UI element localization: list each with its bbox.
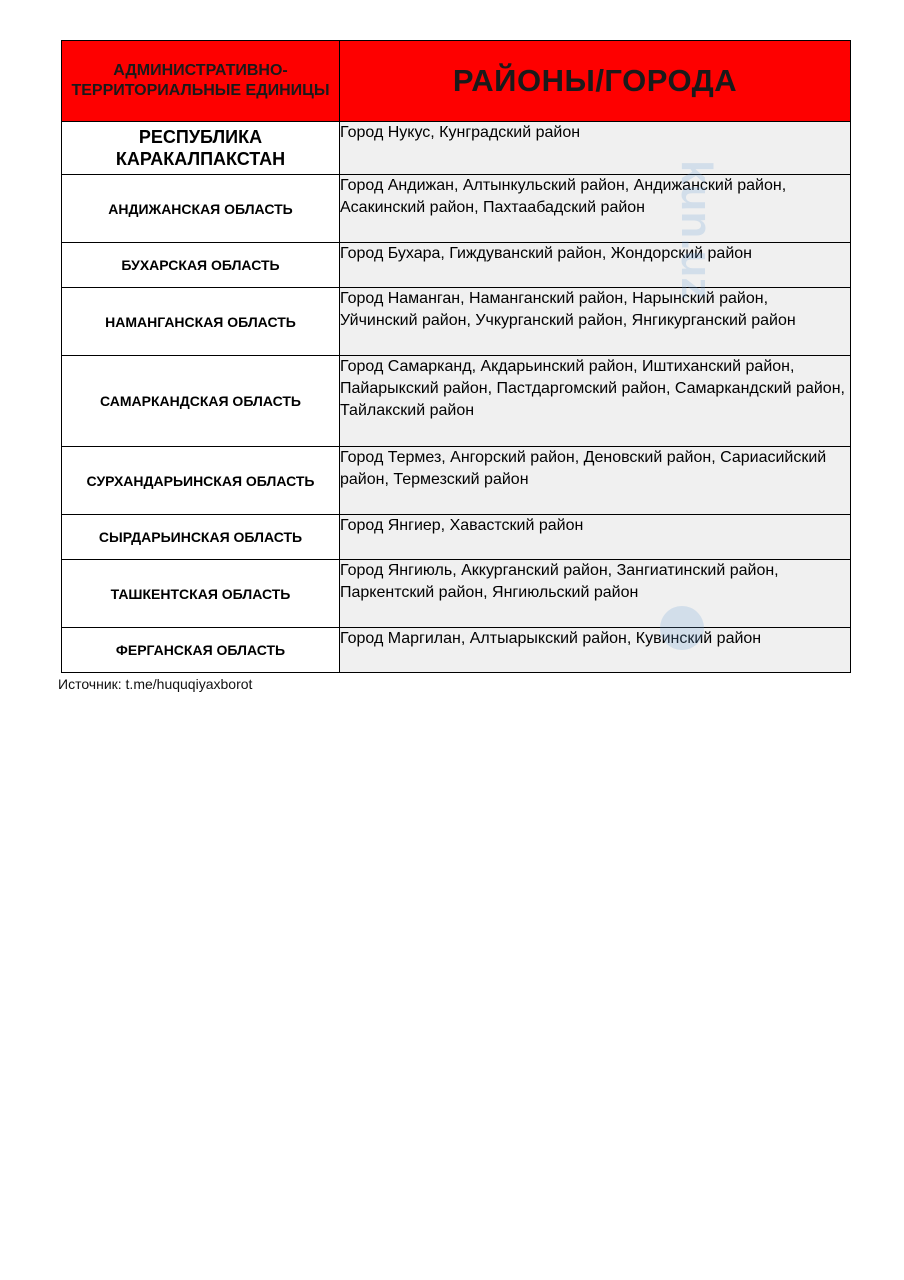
districts-cell: Город Бухара, Гиждуванский район, Жондорский район (340, 243, 851, 288)
region-cell: НАМАНГАНСКАЯ ОБЛАСТЬ (62, 288, 340, 356)
table-row (62, 288, 851, 356)
districts-table (61, 40, 851, 673)
source-caption: Источник: t.me/huquqiyaxborot (58, 676, 253, 692)
table-row (62, 560, 851, 628)
region-cell: ФЕРГАНСКАЯ ОБЛАСТЬ (62, 628, 340, 673)
watermark-text: kun.uz (672, 160, 721, 300)
table-row (62, 628, 851, 673)
table-header-row (62, 41, 851, 122)
districts-cell: Город Термез, Ангорский район, Деновский район, Сариасийский район, Термезский район (340, 447, 851, 515)
table-row (62, 175, 851, 243)
districts-cell: Город Андижан, Алтынкульский район, Андижанский район, Асакинский район, Пахтаабадский район (340, 175, 851, 243)
region-cell: СУРХАНДАРЬИНСКАЯ ОБЛАСТЬ (62, 447, 340, 515)
districts-cell: Город Наманган, Наманганский район, Нарынский район, Уйчинский район, Учкурганский район, Янгикурганский район (340, 288, 851, 356)
districts-cell: Город Маргилан, Алтыарыкский район, Кувинский район (340, 628, 851, 673)
header-right: РАЙОНЫ/ГОРОДА (340, 41, 851, 122)
table-row (62, 515, 851, 560)
header-left: АДМИНИСТРАТИВНО-ТЕРРИТОРИАЛЬНЫЕ ЕДИНИЦЫ (62, 41, 340, 122)
table-row (62, 356, 851, 447)
districts-cell: Город Янгиер, Хавастский район (340, 515, 851, 560)
table-row (62, 447, 851, 515)
districts-cell: Город Янгиюль, Аккурганский район, Зангиатинский район, Паркентский район, Янгиюльский район (340, 560, 851, 628)
region-cell: ТАШКЕНТСКАЯ ОБЛАСТЬ (62, 560, 340, 628)
region-cell: СЫРДАРЬИНСКАЯ ОБЛАСТЬ (62, 515, 340, 560)
table-row (62, 122, 851, 175)
region-cell: АНДИЖАНСКАЯ ОБЛАСТЬ (62, 175, 340, 243)
districts-cell: Город Самарканд, Акдарьинский район, Иштиханский район, Пайарыкский район, Пастдаргомский район, Самаркандский район, Тайлакский район (340, 356, 851, 447)
region-cell: РЕСПУБЛИКА КАРАКАЛПАКСТАН (62, 122, 340, 175)
table-row (62, 243, 851, 288)
region-cell: САМАРКАНДСКАЯ ОБЛАСТЬ (62, 356, 340, 447)
districts-cell: Город Нукус, Кунградский район (340, 122, 851, 175)
region-cell: БУХАРСКАЯ ОБЛАСТЬ (62, 243, 340, 288)
